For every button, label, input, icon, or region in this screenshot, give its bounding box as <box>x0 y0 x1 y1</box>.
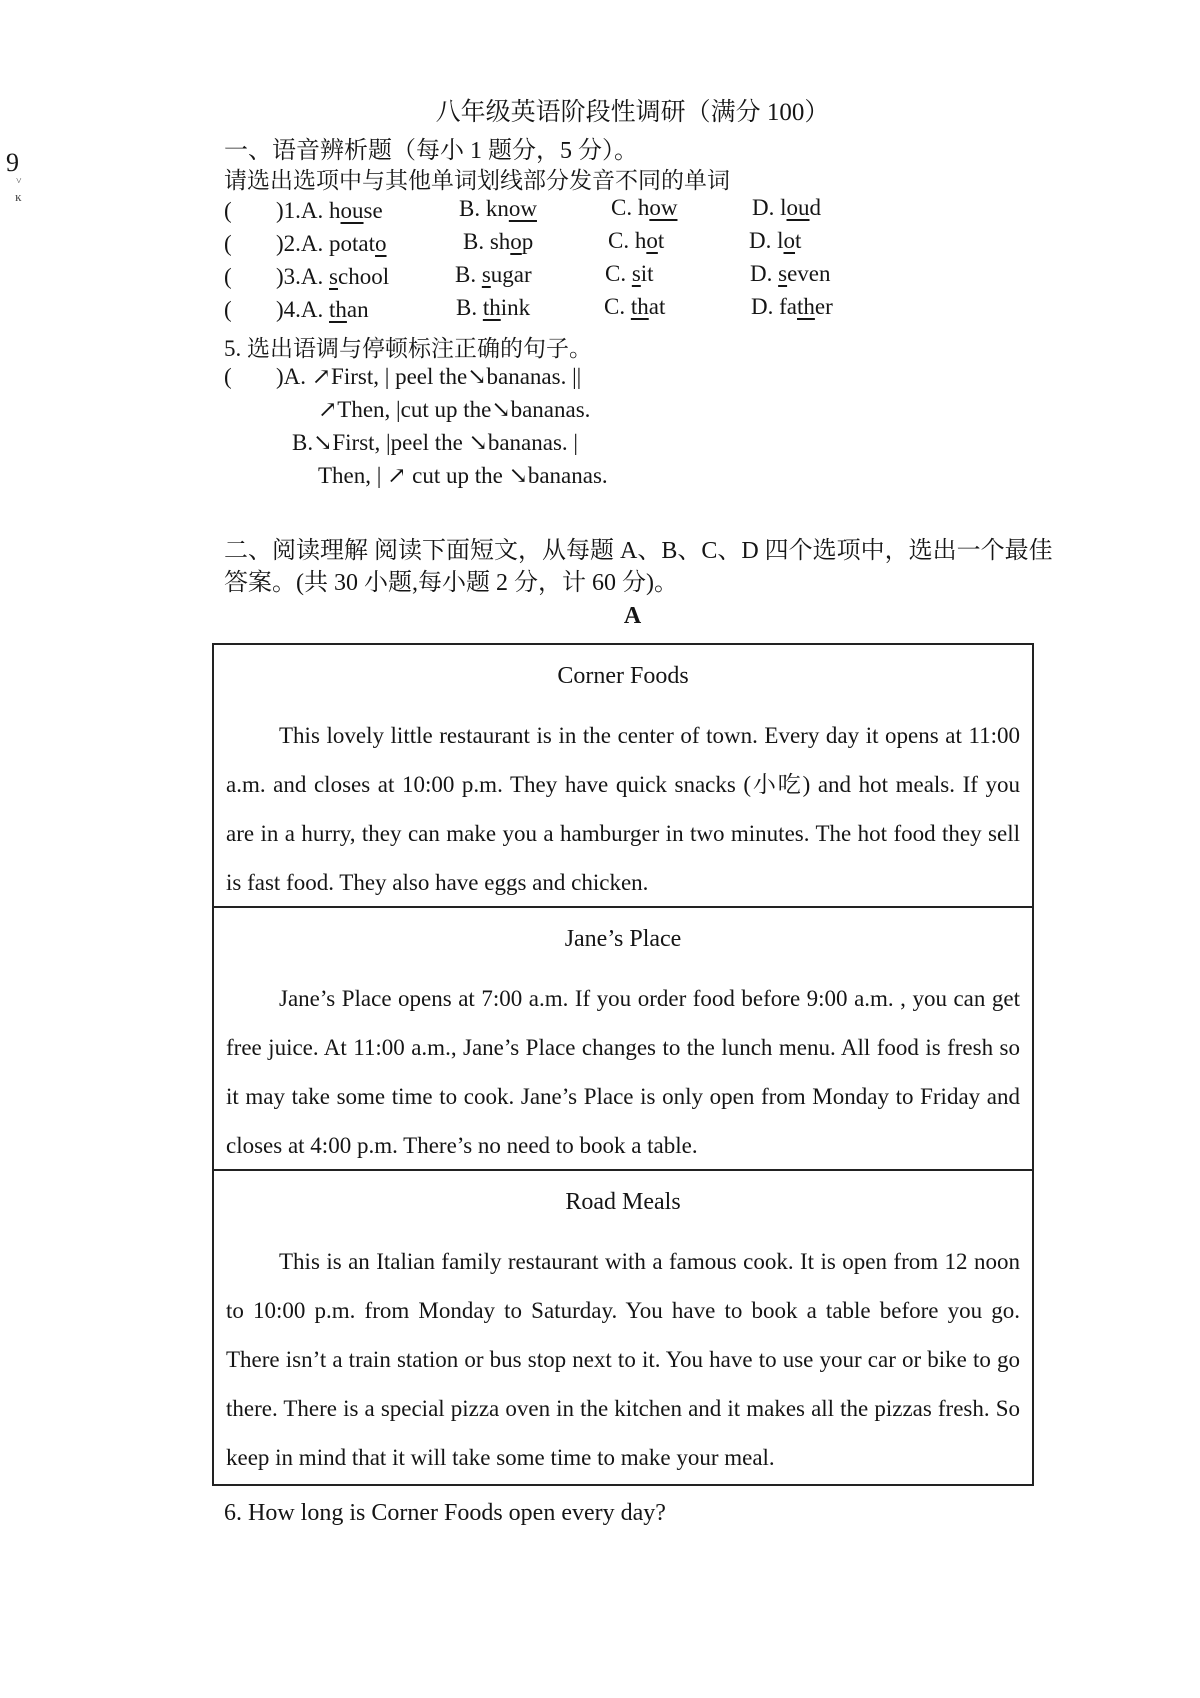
option-d: D. seven <box>750 261 831 286</box>
section2-heading-line2: 答案。(共 30 小题,每小题 2 分，计 60 分)。 <box>224 570 678 596</box>
option-b-line2: Then, | ↗ cut up the ↘bananas. <box>318 463 608 488</box>
option-c: C. sit <box>605 261 654 286</box>
passage-box-janes-place <box>212 906 1034 1169</box>
answer-paren[interactable]: ( <box>224 231 232 256</box>
margin-mark: ˅ <box>16 176 22 187</box>
answer-paren[interactable]: ( <box>224 297 232 322</box>
option-b: B. sugar <box>455 262 532 287</box>
box-title: Corner Foods <box>557 663 689 689</box>
option-a: )4.A. than <box>276 297 369 322</box>
option-a-line2: ↗Then, |cut up the↘bananas. <box>318 397 591 422</box>
margin-mark: ĸ <box>15 189 22 204</box>
box-text: This is an Italian family restaurant with a famous cook. It is open from 12 noon to 10:00 p.m. from Monday to Saturday. You have to book a table before you go. There isn’t a train station or bus stop next to it. You have to use your car or bike to go there. There is a special pizza oven in the kitchen and it makes all the pizzas fresh. So keep in mind that it will take some time to make your meal. <box>226 1249 1020 1470</box>
option-d: D. loud <box>752 195 822 220</box>
box-text: Jane’s Place opens at 7:00 a.m. If you order food before 9:00 a.m. , you can get free juice. At 11:00 a.m., Jane’s Place changes to the lunch menu. All food is fresh so it may take some time to cook. Jane’s Place is only open from Monday to Friday and closes at 4:00 p.m. There’s no need to book a table. <box>226 986 1020 1158</box>
option-a: )3.A. school <box>276 264 390 289</box>
option-b-line1: B.↘First, |peel the ↘bananas. | <box>292 430 579 455</box>
option-d: D. lot <box>749 228 802 253</box>
box-title: Road Meals <box>565 1189 681 1215</box>
answer-paren[interactable]: ( <box>224 364 232 389</box>
answer-paren[interactable]: ( <box>224 264 232 289</box>
option-c: C. how <box>611 195 678 220</box>
option-a: )2.A. potato <box>276 231 387 256</box>
option-b: B. know <box>459 196 537 221</box>
option-a: )1.A. house <box>276 198 383 223</box>
page-title: 八年级英语阶段性调研（满分 100） <box>435 99 830 126</box>
section1-instruction: 请选出选项中与其他单词划线部分发音不同的单词 <box>224 168 730 193</box>
question-6: 6. How long is Corner Foods open every day? <box>224 1500 666 1526</box>
box-text: This lovely little restaurant is in the center of town. Every day it opens at 11:00 a.m. and closes at 10:00 p.m. They have quick snacks (小吃) and hot meals. If you are in a hurry, they can make you a hamburger in two minutes. The hot food they sell is fast food. They also have eggs and chicken. <box>226 723 1020 895</box>
option-b: B. think <box>456 295 531 320</box>
option-d: D. father <box>751 294 833 319</box>
section1-heading: 一、语音辨析题（每小 1 题分，5 分）。 <box>224 138 638 164</box>
option-b: B. shop <box>463 229 534 254</box>
passage-label: A <box>623 603 642 629</box>
passage-box-road-meals <box>212 1169 1034 1486</box>
section2-heading-line1: 二、阅读理解 阅读下面短文，从每题 A、B、C、D 四个选项中，选出一个最佳 <box>224 538 1053 564</box>
question-5-prompt: 5. 选出语调与停顿标注正确的句子。 <box>224 336 592 361</box>
answer-paren[interactable]: ( <box>224 198 232 223</box>
margin-page-number: 9 <box>6 148 19 177</box>
option-c: C. hot <box>608 228 665 253</box>
option-c: C. that <box>604 294 666 319</box>
box-title: Jane’s Place <box>564 926 682 952</box>
passage-box-corner-foods <box>212 643 1034 906</box>
option-a-line1: )A. ↗First, | peel the↘bananas. || <box>276 364 582 389</box>
